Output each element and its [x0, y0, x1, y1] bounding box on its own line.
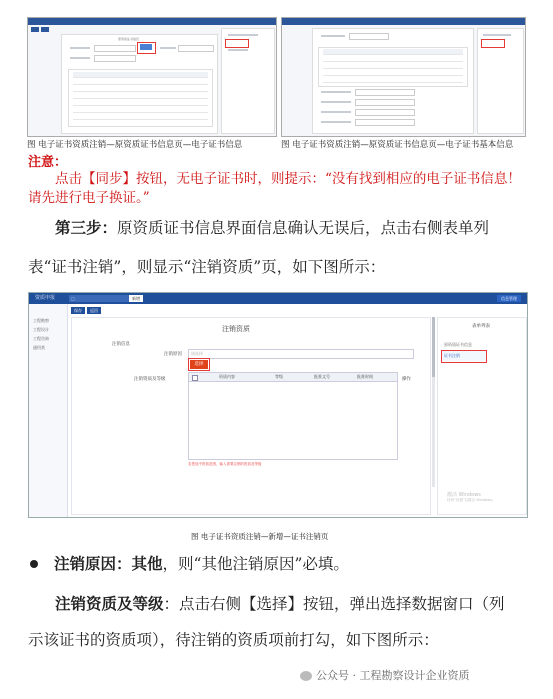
panel-title: 原资质证书信息 — [118, 37, 140, 41]
form-item-original-cert[interactable]: 原资质证书信息 — [444, 342, 472, 347]
highlight-select-button — [188, 358, 210, 371]
info-panel — [61, 34, 218, 134]
step3-line2: 表“证书注销”，则显示“注销资质”页，如下图所示： — [28, 258, 386, 276]
bullet-dot — [30, 560, 38, 568]
form-title: 注销资质 — [222, 325, 250, 333]
col-content: 资质内容 — [219, 374, 235, 379]
figure-caption-2: 图 电子证书资质注销—原资质证书信息页—电子证书基本信息 — [281, 140, 514, 150]
new-tab[interactable]: 新增 — [129, 295, 143, 302]
app-title-bar — [28, 18, 276, 25]
highlight-form-item — [225, 39, 249, 48]
figure-caption-1: 图 电子证书资质注销—原资质证书信息页—电子证书信息 — [27, 140, 243, 150]
reason-select[interactable]: 请选择 — [188, 349, 414, 359]
note-body: 点击【同步】按钮，无电子证书时，则提示：“没有找到相应的电子证书信息！请先进行电子换证。” — [28, 171, 521, 206]
app-header — [29, 293, 527, 304]
windows-watermark — [447, 491, 495, 503]
form-item-cert-cancel[interactable]: 证书注销 — [442, 351, 486, 361]
reason-label: 注销原因 — [164, 352, 182, 357]
form-list-panel — [477, 28, 524, 134]
section-label: 注销信息 — [112, 342, 130, 347]
grade-label-text: 注销资质及等级 — [55, 594, 164, 613]
form-list-title: 表单列表 — [472, 324, 490, 329]
col-grade: 等级 — [275, 374, 283, 379]
watermark-line-1: 激活 Windows — [447, 492, 481, 498]
wechat-icon — [300, 671, 312, 681]
save-button[interactable]: 保存 — [71, 307, 85, 314]
form-list-panel — [437, 317, 527, 515]
qualification-table — [188, 372, 398, 460]
sidebar-item-consult[interactable]: 工程咨询 — [33, 336, 49, 341]
user-menu[interactable]: 信息管理 — [497, 295, 521, 302]
grade-label: 注销资质及等级 — [134, 377, 166, 382]
bullet-cancel-reason — [54, 549, 524, 579]
highlight-cert-cancel — [441, 350, 487, 363]
col-approval-date: 批准时间 — [357, 374, 373, 379]
screenshot-basic-info — [281, 17, 526, 137]
app-title: 资质申报 — [35, 295, 56, 301]
select-all-checkbox[interactable] — [192, 375, 198, 381]
cert-table — [68, 69, 213, 127]
back-button[interactable]: 返回 — [87, 307, 101, 314]
info-panel — [312, 28, 474, 134]
sidebar-item-general[interactable]: 通用类 — [33, 345, 45, 350]
scrollbar[interactable] — [432, 317, 435, 487]
watermark-line-2: 转到“设置”以激活 Windows。 — [447, 498, 496, 502]
footer-text: 公众号 · 工程勘察设计企业资质 — [316, 669, 470, 682]
form-list-panel — [221, 28, 275, 134]
highlight-form-item — [481, 39, 505, 48]
step3-paragraph — [28, 213, 528, 243]
form-area — [71, 317, 431, 515]
grade-line2: 示该证书的资质项），待注销的资质项前打勾，如下图所示： — [28, 631, 439, 649]
step3-lead: 第三步： — [55, 218, 118, 237]
col-approval-no: 批准文号 — [314, 374, 330, 379]
grade-text1: ：点击右侧【选择】按钮，弹出选择数据窗口（列 — [163, 595, 505, 613]
cert-table — [318, 47, 468, 87]
step3-text1: 原资质证书信息界面信息确认无误后，点击右侧表单列 — [117, 219, 490, 237]
highlight-sync — [137, 42, 156, 54]
bullet-label: 注销原因：其他 — [54, 554, 163, 573]
select-button[interactable]: 选择 — [190, 360, 208, 369]
figure-caption-3: 图 电子证书资质注销—新增—证书注销页 — [191, 532, 329, 541]
sidebar-item-design[interactable]: 工程设计 — [33, 327, 49, 332]
grade-paragraph — [28, 589, 528, 619]
toolbar — [31, 27, 61, 32]
app-tab[interactable]: ▢ — [69, 295, 129, 302]
footer-source — [300, 667, 470, 683]
screenshot-certificate-info — [27, 17, 277, 137]
table-header-row — [189, 373, 397, 382]
hint-text: 若您选中资质范围，输入需要注销的资质及等级 — [188, 462, 262, 466]
bullet-text: ，则“其他注销原因”必填。 — [162, 555, 349, 573]
screenshot-cancel-qualification — [28, 292, 528, 518]
app-title-bar — [282, 18, 525, 25]
note-title: 注意： — [28, 155, 68, 170]
action-label: 操作 — [402, 377, 411, 382]
sidebar-item-survey[interactable]: 工程勘察 — [33, 318, 49, 323]
sidebar — [29, 304, 68, 517]
